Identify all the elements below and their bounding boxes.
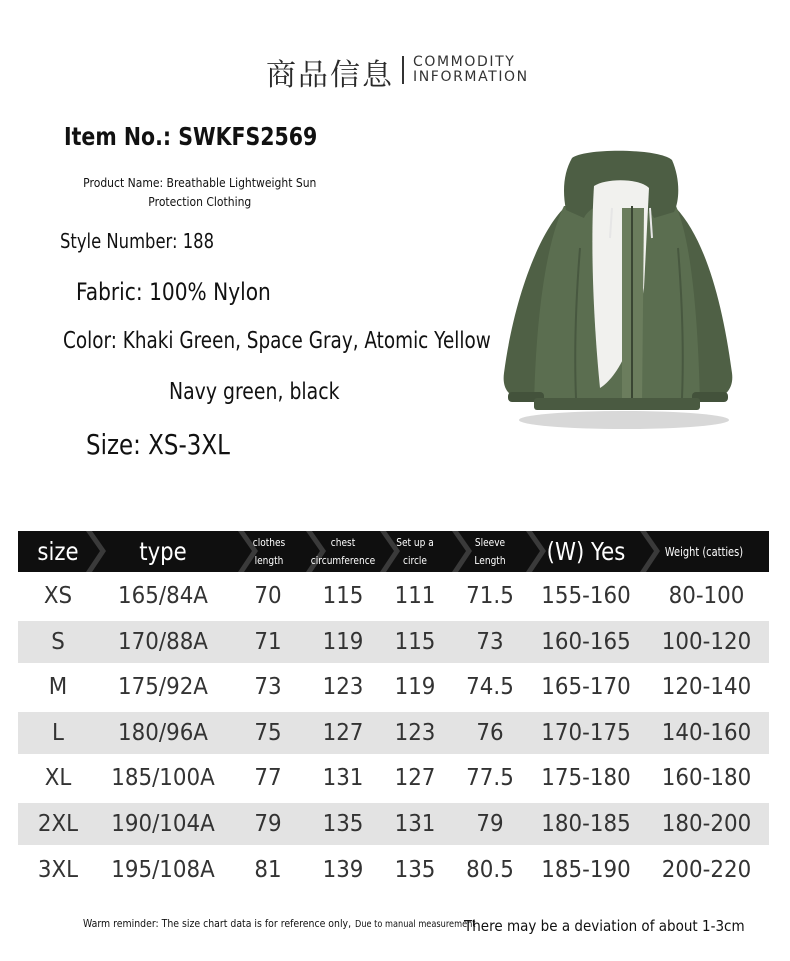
table-cell: 81 [254,856,282,883]
header-title-en-line1: COMMODITY [413,54,516,70]
table-row [18,575,769,617]
table-cell: 76 [476,719,504,746]
table-cell: 71 [254,628,282,655]
table-cell: 131 [322,765,364,792]
table-cell: 74.5 [466,674,514,701]
table-cell: 160-165 [541,628,631,655]
table-cell: 131 [394,811,436,837]
table-cell: 180/96A [118,719,208,746]
table-row [18,712,769,754]
table-cell: 79 [254,811,282,837]
table-cell: 127 [322,719,364,746]
table-cell: 127 [394,765,436,792]
table-cell: 71.5 [466,583,514,609]
table-row [18,803,769,845]
table-cell: 175/92A [118,674,208,701]
table-cell: 100-120 [661,628,752,655]
table-cell: L [52,719,64,746]
table-cell: 165-170 [541,674,631,701]
footer-reminder: Warm reminder: The size chart data is for reference only, [83,917,352,930]
table-cell: 180-200 [661,811,752,837]
table-cell: 140-160 [661,719,752,746]
col-header-height: (W) Yes [546,537,626,566]
table-cell: 165/84A [118,583,208,609]
table-cell: 111 [394,583,436,609]
table-cell: 155-160 [541,583,631,609]
table-cell: 123 [394,719,436,746]
table-cell: 170-175 [541,719,631,746]
table-cell: 180-185 [541,811,631,837]
table-cell: 123 [322,674,364,701]
table-cell: 175-180 [541,765,631,792]
table-cell: 73 [254,674,282,701]
table-row [18,849,769,891]
table-cell: 200-220 [661,856,752,883]
col-header-size: size [37,537,79,566]
table-cell: 160-180 [661,765,752,792]
table-cell: 73 [476,628,504,655]
col-header-type: type [139,537,187,566]
table-cell: 3XL [37,856,79,883]
table-cell: 80-100 [668,583,745,609]
col-header-chest: chest circumference [310,535,376,567]
table-cell: 79 [476,811,504,837]
col-header-length: clothes length [252,535,286,567]
header-title-en-line2: INFORMATION [413,69,529,85]
jacket-image [494,148,738,433]
header-title-en [413,55,529,85]
table-cell: 115 [394,628,436,655]
table-cell: 135 [322,811,364,837]
table-cell: S [51,628,65,655]
table-cell: 75 [254,719,282,746]
table-cell: 70 [254,583,282,609]
table-cell: XS [43,583,73,609]
size-range: Size: XS-3XL [86,428,230,461]
item-number: Item No.: SWKFS2569 [64,122,318,151]
table-row [18,666,769,708]
table-cell: 170/88A [118,628,208,655]
table-cell: 190/104A [111,811,215,837]
style-number: Style Number: 188 [60,229,215,253]
table-cell: 77.5 [466,765,514,792]
table-cell: 77 [254,765,282,792]
col-header-shoulder: Set up a circle [396,535,434,567]
color-line-1: Color: Khaki Green, Space Gray, Atomic Yellow [63,328,491,354]
product-name: Product Name: Breathable Lightweight Sun Protection Clothing [83,176,317,209]
table-cell: 185-190 [541,856,631,883]
table-cell: M [48,674,68,701]
table-cell: 80.5 [466,856,514,883]
table-cell: 139 [322,856,364,883]
table-cell: 120-140 [661,674,752,701]
table-cell: 135 [394,856,436,883]
header-divider [402,56,404,84]
table-cell: 2XL [37,811,79,837]
table-row [18,621,769,663]
table-cell: 195/108A [111,856,215,883]
table-cell: XL [44,765,72,792]
color-line-2: Navy green, black [169,379,340,405]
table-cell: 119 [394,674,436,701]
header-title-cn: 商品信息 [266,58,394,93]
table-cell: 185/100A [111,765,215,792]
fabric: Fabric: 100% Nylon [76,278,271,306]
table-row [18,757,769,799]
table-cell: 119 [322,628,364,655]
footer-deviation: There may be a deviation of about 1-3cm [464,917,745,935]
table-cell: 115 [322,583,364,609]
footer-manual: Due to manual measurement [355,919,476,930]
col-header-sleeve: Sleeve Length [474,535,506,567]
col-header-weight: Weight (catties) [664,544,744,559]
